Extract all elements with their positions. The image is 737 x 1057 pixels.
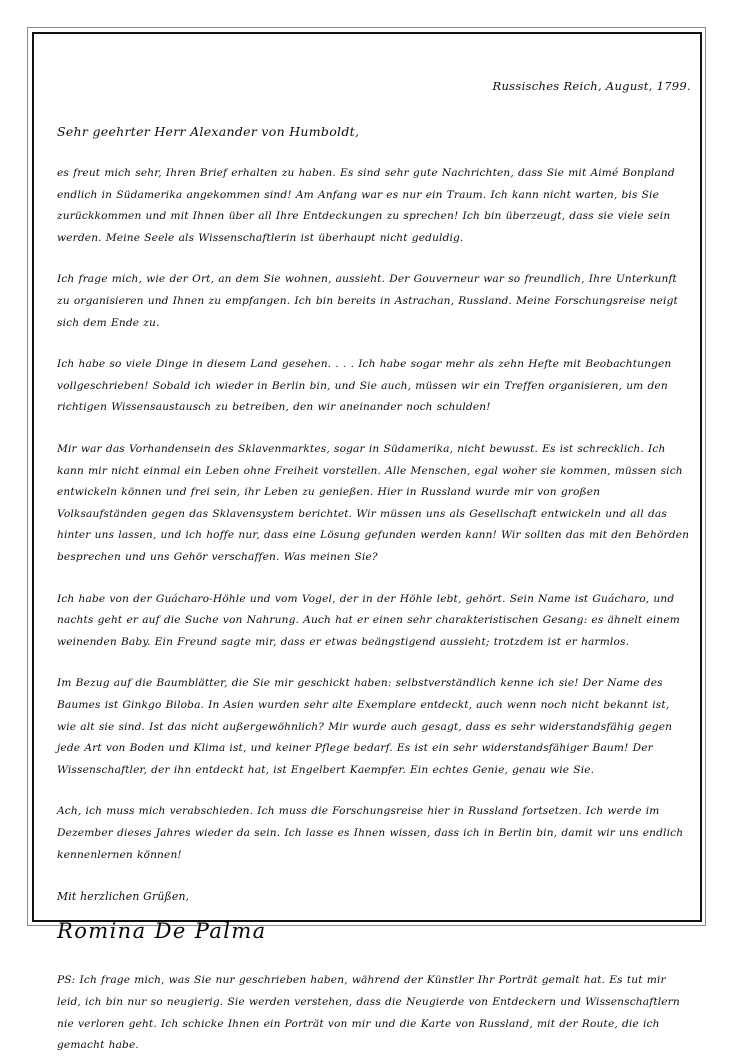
- letter-salutation: Sehr geehrter Herr Alexander von Humboldt,: [57, 124, 360, 140]
- letter-paragraph-5: Ich habe von der Guácharo-Höhle und vom Vogel, der in der Höhle lebt, gehört. Sein Name ist Guácharo, und nachts geht er auf die Suche von Nahrung. Auch hat er einen sehr charakteristischen Gesang: es ähnelt einem weinenden Baby. Ein Freund sagte mir, dass er etwas beängstigend aussieht; trotzdem ist er harmlos.: [57, 592, 680, 648]
- letter-paragraph-1: es freut mich sehr, Ihren Brief erhalten zu haben. Es sind sehr gute Nachrichten, dass Sie mit Aimé Bonpland endlich in Südamerika angekommen sind! Am Anfang war es nur ein Traum. Ich kann nicht warten, bis Sie zurückkommen und mit Ihnen über all Ihre Entdeckungen zu sprechen! Ich bin überzeugt, dass sie viele sein werden. Meine Seele als Wissenschaftlerin ist überhaupt nicht geduldig.: [57, 167, 675, 244]
- letter-paragraph-3: Ich habe so viele Dinge in diesem Land gesehen. . . . Ich habe sogar mehr als zehn Hefte mit Beobachtungen vollgeschrieben! Sobald ich wieder in Berlin bin, und Sie auch, müssen wir ein Treffen organisieren, um den richtigen Wissensaustausch zu betreiben, den wir aneinander noch schulden!: [57, 358, 672, 414]
- letter-closing: Mit herzlichen Grüßen,: [57, 890, 190, 904]
- letter-paragraph-7: Ach, ich muss mich verabschieden. Ich muss die Forschungsreise hier in Russland fortsetzen. Ich werde im Dezember dieses Jahres wieder da sein. Ich lasse es Ihnen wissen, dass ich in Berlin bin, damit wir uns endlich kennenlernen können!: [57, 805, 684, 861]
- letter-signature: Romina De Palma: [57, 919, 267, 944]
- letter-postscript: PS: Ich frage mich, was Sie nur geschrieben haben, während der Künstler Ihr Porträt gemalt hat. Es tut mir leid, ich bin nur so neugierig. Sie werden verstehen, dass die Neugierde von Entdeckern und Wissenschaftlern nie verloren geht. Ich schicke Ihnen ein Porträt von mir und die Karte von Russland, mit der Route, die ich gemacht habe.: [57, 974, 680, 1052]
- letter-paragraph-4: Mir war das Vorhandensein des Sklavenmarktes, sogar in Südamerika, nicht bewusst. Es ist schrecklich. Ich kann mir nicht einmal ein Leben ohne Freiheit vorstellen. Alle Menschen, egal woher sie kommen, müssen sich entwickeln können und frei sein, ihr Leben zu genießen. Hier in Russland wurde mir von großen Volksaufständen gegen das Sklavensystem berichtet. Wir müssen uns als Gesellschaft entwickeln und all das hinter uns lassen, und ich hoffe nur, dass eine Lösung gefunden werden kann! Wir sollten das mit den Behörden besprechen und uns Gehör verschaffen. Was meinen Sie?: [57, 443, 690, 563]
- letter-date-line: Russisches Reich, August, 1799.: [492, 79, 691, 93]
- letter-content: [57, 78, 692, 1057]
- letter-paragraph-2: Ich frage mich, wie der Ort, an dem Sie wohnen, aussieht. Der Gouverneur war so freundlich, Ihre Unterkunft zu organisieren und Ihnen zu empfangen. Ich bin bereits in Astrachan, Russland. Meine Forschungsreise neigt sich dem Ende zu.: [57, 273, 678, 329]
- letter-paragraph-6: Im Bezug auf die Baumblätter, die Sie mir geschickt haben: selbstverständlich kenne ich sie! Der Name des Baumes ist Ginkgo Biloba. In Asien wurden sehr alte Exemplare entdeckt, auch wenn noch nicht bekannt ist, wie alt sie sind. Ist das nicht außergewöhnlich? Mir wurde auch gesagt, dass es sehr widerstandsfähig gegen jede Art von Boden und Klima ist, und keiner Pflege bedarf. Es ist ein sehr widerstandsfähiger Baum! Der Wissenschaftler, der ihn entdeckt hat, ist Engelbert Kaempfer. Ein echtes Genie, genau wie Sie.: [57, 677, 673, 776]
